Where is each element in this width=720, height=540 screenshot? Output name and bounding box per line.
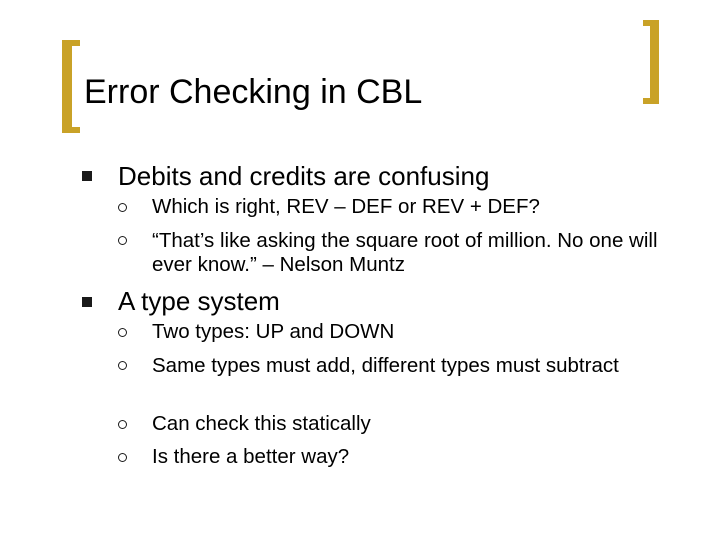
sub-bullet-text: Is there a better way? [152, 445, 350, 468]
slide-title: Error Checking in CBL [84, 73, 423, 111]
sub-bullet-text: Which is right, REV – DEF or REV + DEF? [152, 195, 540, 218]
circle-bullet-icon [118, 236, 127, 245]
circle-bullet-icon [118, 328, 127, 337]
sub-bullet-text: Can check this statically [152, 412, 371, 435]
sub-bullet-text: Same types must add, different types must subtract [152, 354, 619, 377]
square-bullet-icon [82, 297, 92, 307]
circle-bullet-icon [118, 361, 127, 370]
square-bullet-icon [82, 171, 92, 181]
circle-bullet-icon [118, 420, 127, 429]
bullet-text: A type system [118, 286, 280, 316]
sub-bullet-text: “That’s like asking the square root of million. No one will ever know.” – Nelson Muntz [152, 229, 658, 276]
circle-bullet-icon [118, 453, 127, 462]
circle-bullet-icon [118, 203, 127, 212]
bullet-text: Debits and credits are confusing [118, 161, 490, 191]
sub-bullet-text: Two types: UP and DOWN [152, 320, 395, 343]
